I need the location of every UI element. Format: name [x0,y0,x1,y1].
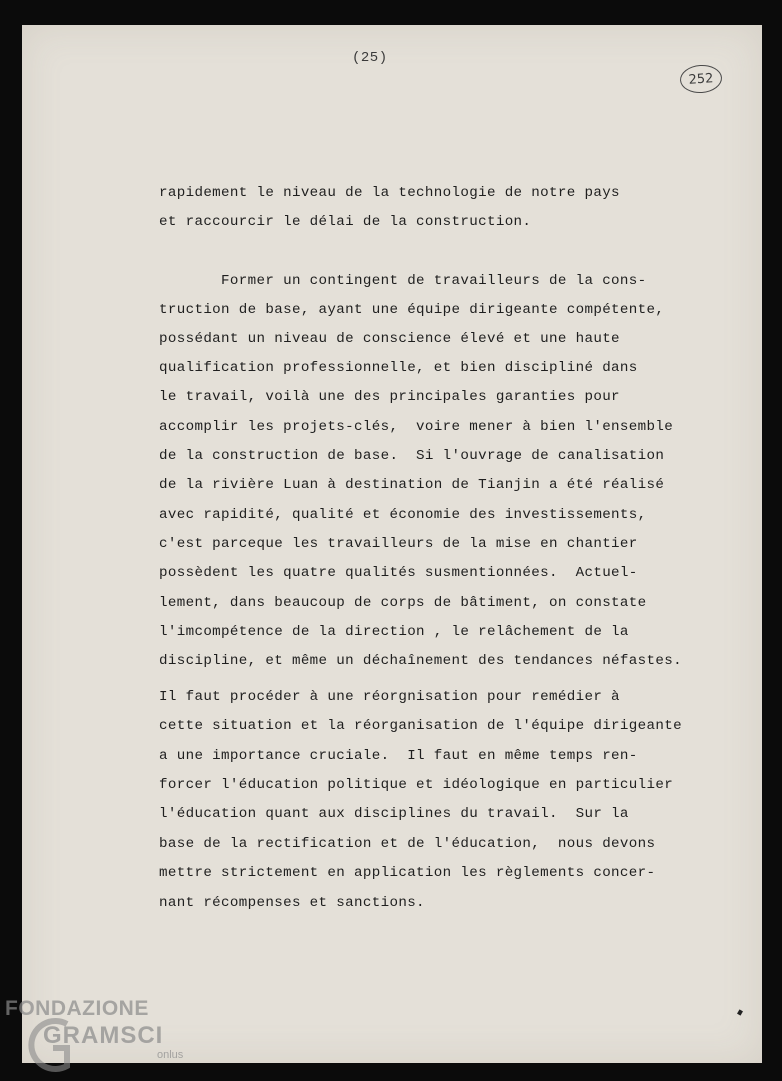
text-line: nant récompenses et sanctions. [159,895,425,911]
text-line: le travail, voilà une des principales garanties pour [159,389,620,405]
watermark-line-1: FONDAZIONE [5,997,149,1020]
text-line: Former un contingent de travailleurs de la cons- [159,273,647,289]
text-line: qualification professionnelle, et bien discipliné dans [159,360,638,376]
text-line: truction de base, ayant une équipe dirigeante compétente, [159,302,665,318]
text-line: de la rivière Luan à destination de Tianjin a été réalisé [159,477,665,493]
text-line: possédant un niveau de conscience élevé et une haute [159,331,620,347]
watermark-logo [5,996,195,1076]
text-line: l'éducation quant aux disciplines du travail. Sur la [159,806,629,822]
archive-stamp: 252 [679,64,723,95]
page-number: (25) [352,50,388,66]
watermark-line-2: GRAMSCI [43,1022,164,1049]
text-line: cette situation et la réorganisation de l'équipe dirigeante [159,718,682,734]
text-line: et raccourcir le délai de la construction. [159,214,532,230]
text-line: a une importance cruciale. Il faut en même temps ren- [159,748,638,764]
text-line: c'est parceque les travailleurs de la mise en chantier [159,536,638,552]
text-line: avec rapidité, qualité et économie des investissements, [159,507,647,523]
watermark-icon [5,996,195,1076]
watermark-line-3: onlus [157,1049,184,1061]
text-line: base de la rectification et de l'éducation, nous devons [159,836,656,852]
text-line: discipline, et même un déchaînement des tendances néfastes. [159,653,682,669]
text-line: accomplir les projets-clés, voire mener à bien l'ensemble [159,419,674,435]
text-line: possèdent les quatre qualités susmentionnées. Actuel- [159,565,638,581]
text-line: de la construction de base. Si l'ouvrage de canalisation [159,448,665,464]
text-line: lement, dans beaucoup de corps de bâtiment, on constate [159,595,647,611]
text-line: mettre strictement en application les règlements concer- [159,865,656,881]
text-line: rapidement le niveau de la technologie de notre pays [159,185,620,201]
text-line: forcer l'éducation politique et idéologique en particulier [159,777,674,793]
text-line: l'imcompétence de la direction , le relâchement de la [159,624,629,640]
text-line: Il faut procéder à une réorgnisation pour remédier à [159,689,620,705]
